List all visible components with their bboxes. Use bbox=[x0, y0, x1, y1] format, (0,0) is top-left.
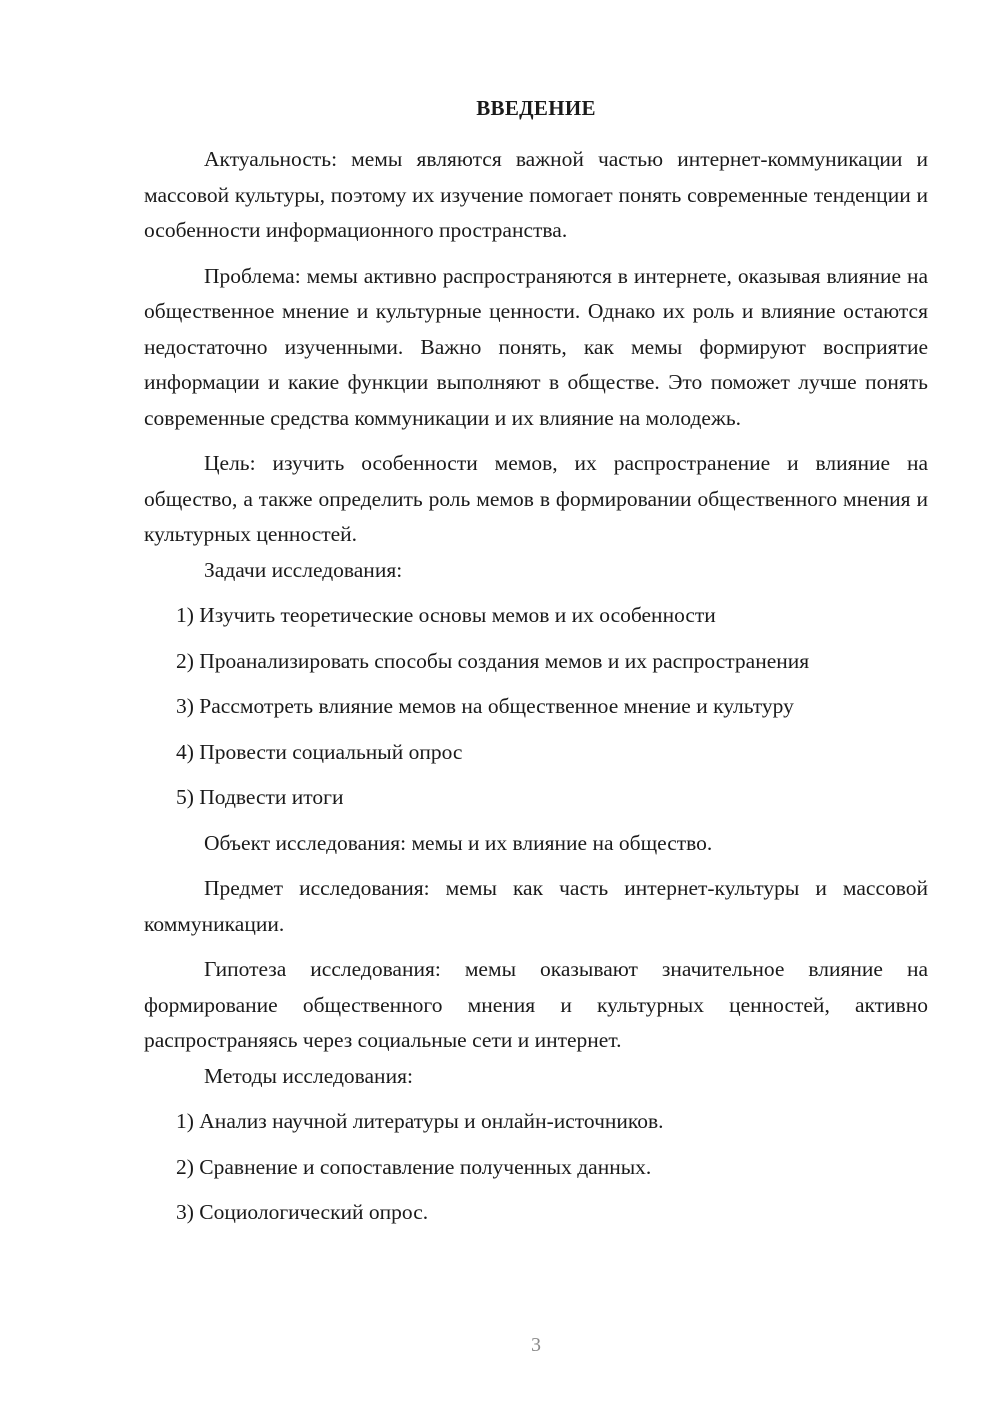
body-text bbox=[144, 142, 928, 1231]
list-item: 4) Провести социальный опрос bbox=[176, 739, 463, 764]
page-title: ВВЕДЕНИЕ bbox=[476, 96, 596, 120]
tasks-list bbox=[144, 598, 928, 816]
paragraph-goal: Цель: изучить особенности мемов, их распространение и влияние на общество, а также определить роль мемов в формировании общественного мнения и культурных ценностей. bbox=[144, 451, 928, 546]
list-item: 2) Проанализировать способы создания мемов и их распространения bbox=[176, 648, 810, 673]
page-number: 3 bbox=[531, 1334, 541, 1356]
tasks-heading: Задачи исследования: bbox=[204, 557, 403, 582]
list-item: 2) Сравнение и сопоставление полученных данных. bbox=[176, 1154, 652, 1179]
paragraph-problem: Проблема: мемы активно распространяются в интернете, оказывая влияние на общественное мнение и культурные ценности. Однако их роль и влияние остаются недостаточно изученными. Важно понять, как мемы формируют восприятие информации и какие функции выполняют в обществе. Это поможет лучше понять современные средства коммуникации и их влияние на молодежь. bbox=[144, 263, 928, 430]
methods-list bbox=[144, 1104, 928, 1231]
list-item: 5) Подвести итоги bbox=[176, 785, 344, 809]
methods-heading: Методы исследования: bbox=[204, 1063, 413, 1088]
paragraph-hypothesis: Гипотеза исследования: мемы оказывают значительное влияние на формирование общественного мнения и культурных ценностей, активно распространяясь через социальные сети и интернет. bbox=[144, 957, 928, 1052]
list-item: 1) Изучить теоретические основы мемов и их особенности bbox=[176, 603, 716, 627]
list-item: 1) Анализ научной литературы и онлайн-источников. bbox=[176, 1109, 664, 1133]
list-item: 3) Социологический опрос. bbox=[176, 1200, 429, 1224]
list-item: 3) Рассмотреть влияние мемов на общественное мнение и культуру bbox=[176, 694, 794, 718]
paragraph-object: Объект исследования: мемы и их влияние на общество. bbox=[204, 830, 713, 855]
paragraph-actuality: Актуальность: мемы являются важной частью интернет-коммуникации и массовой культуры, поэтому их изучение помогает понять современные тенденции и особенности информационного пространства. bbox=[144, 147, 928, 242]
paragraph-subject: Предмет исследования: мемы как часть интернет-культуры и массовой коммуникации. bbox=[144, 876, 928, 936]
